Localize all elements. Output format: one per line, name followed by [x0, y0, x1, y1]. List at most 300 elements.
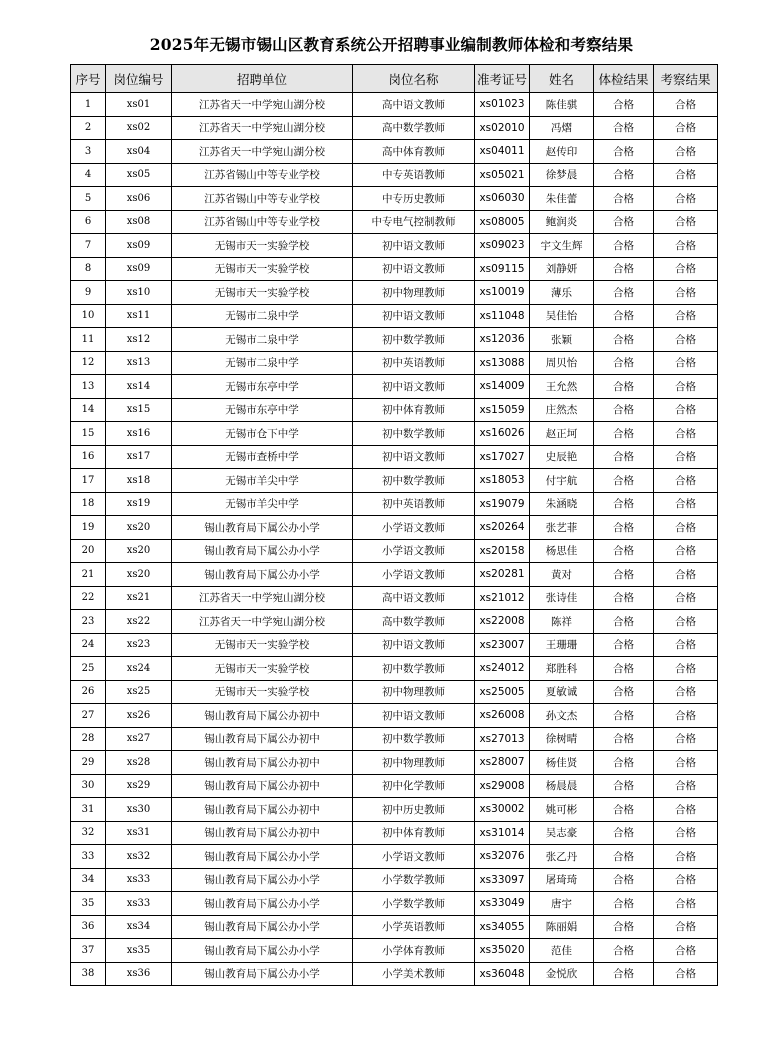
- cell-medical-result: 合格: [594, 469, 654, 493]
- cell-inspection-result: 合格: [654, 328, 718, 352]
- cell-name: 唐宇: [530, 892, 594, 916]
- cell-exam-no: xs20281: [475, 563, 530, 587]
- cell-seq: 32: [71, 821, 106, 845]
- cell-exam-no: xs31014: [475, 821, 530, 845]
- cell-exam-no: xs10019: [475, 281, 530, 305]
- cell-medical-result: 合格: [594, 422, 654, 446]
- cell-employer: 无锡市天一实验学校: [172, 633, 353, 657]
- cell-medical-result: 合格: [594, 939, 654, 963]
- cell-medical-result: 合格: [594, 210, 654, 234]
- cell-inspection-result: 合格: [654, 939, 718, 963]
- cell-medical-result: 合格: [594, 962, 654, 986]
- cell-name: 张颖: [530, 328, 594, 352]
- table-row: [71, 774, 718, 798]
- cell-post-name: 高中语文教师: [353, 93, 475, 117]
- table-body: [71, 93, 718, 986]
- cell-seq: 14: [71, 398, 106, 422]
- cell-employer: 锡山教育局下属公办小学: [172, 915, 353, 939]
- cell-name: 徐树晴: [530, 727, 594, 751]
- cell-name: 吴佳怡: [530, 304, 594, 328]
- cell-exam-no: xs32076: [475, 845, 530, 869]
- cell-exam-no: xs29008: [475, 774, 530, 798]
- header-medical-result: 体检结果: [594, 65, 654, 93]
- cell-inspection-result: 合格: [654, 657, 718, 681]
- cell-medical-result: 合格: [594, 892, 654, 916]
- cell-post-name: 初中英语教师: [353, 492, 475, 516]
- cell-seq: 8: [71, 257, 106, 281]
- cell-post-name: 中专英语教师: [353, 163, 475, 187]
- cell-post-name: 初中化学教师: [353, 774, 475, 798]
- cell-medical-result: 合格: [594, 798, 654, 822]
- cell-post-code: xs20: [106, 516, 172, 540]
- cell-post-name: 初中体育教师: [353, 398, 475, 422]
- header-post-name: 岗位名称: [353, 65, 475, 93]
- cell-seq: 33: [71, 845, 106, 869]
- cell-seq: 9: [71, 281, 106, 305]
- cell-employer: 江苏省天一中学宛山湖分校: [172, 93, 353, 117]
- table-row: [71, 798, 718, 822]
- cell-medical-result: 合格: [594, 704, 654, 728]
- cell-post-code: xs04: [106, 140, 172, 164]
- table-row: [71, 868, 718, 892]
- cell-inspection-result: 合格: [654, 821, 718, 845]
- table-row: [71, 140, 718, 164]
- cell-inspection-result: 合格: [654, 610, 718, 634]
- cell-post-code: xs31: [106, 821, 172, 845]
- table-row: [71, 939, 718, 963]
- cell-employer: 无锡市仓下中学: [172, 422, 353, 446]
- cell-post-code: xs08: [106, 210, 172, 234]
- table-row: [71, 445, 718, 469]
- cell-medical-result: 合格: [594, 140, 654, 164]
- cell-name: 史辰艳: [530, 445, 594, 469]
- cell-inspection-result: 合格: [654, 445, 718, 469]
- cell-employer: 无锡市羊尖中学: [172, 492, 353, 516]
- cell-name: 王允然: [530, 375, 594, 399]
- cell-inspection-result: 合格: [654, 892, 718, 916]
- cell-seq: 7: [71, 234, 106, 258]
- cell-seq: 26: [71, 680, 106, 704]
- table-row: [71, 163, 718, 187]
- cell-post-name: 初中物理教师: [353, 281, 475, 305]
- cell-post-code: xs09: [106, 257, 172, 281]
- cell-inspection-result: 合格: [654, 304, 718, 328]
- cell-post-name: 初中数学教师: [353, 469, 475, 493]
- cell-exam-no: xs20158: [475, 539, 530, 563]
- cell-post-name: 小学语文教师: [353, 845, 475, 869]
- cell-medical-result: 合格: [594, 375, 654, 399]
- cell-exam-no: xs16026: [475, 422, 530, 446]
- cell-exam-no: xs12036: [475, 328, 530, 352]
- cell-seq: 5: [71, 187, 106, 211]
- cell-inspection-result: 合格: [654, 163, 718, 187]
- cell-inspection-result: 合格: [654, 281, 718, 305]
- table-row: [71, 469, 718, 493]
- cell-post-name: 初中数学教师: [353, 657, 475, 681]
- cell-name: 姚可彬: [530, 798, 594, 822]
- cell-post-code: xs26: [106, 704, 172, 728]
- cell-name: 庄然杰: [530, 398, 594, 422]
- cell-seq: 3: [71, 140, 106, 164]
- cell-employer: 江苏省锡山中等专业学校: [172, 187, 353, 211]
- cell-seq: 12: [71, 351, 106, 375]
- cell-medical-result: 合格: [594, 116, 654, 140]
- cell-name: 范佳: [530, 939, 594, 963]
- cell-exam-no: xs33049: [475, 892, 530, 916]
- cell-post-code: xs20: [106, 539, 172, 563]
- cell-employer: 无锡市天一实验学校: [172, 281, 353, 305]
- cell-post-name: 小学语文教师: [353, 539, 475, 563]
- cell-name: 张艺菲: [530, 516, 594, 540]
- cell-post-name: 高中数学教师: [353, 610, 475, 634]
- cell-exam-no: xs22008: [475, 610, 530, 634]
- cell-medical-result: 合格: [594, 234, 654, 258]
- cell-medical-result: 合格: [594, 657, 654, 681]
- cell-employer: 江苏省天一中学宛山湖分校: [172, 586, 353, 610]
- cell-post-code: xs36: [106, 962, 172, 986]
- cell-exam-no: xs25005: [475, 680, 530, 704]
- cell-inspection-result: 合格: [654, 915, 718, 939]
- cell-inspection-result: 合格: [654, 93, 718, 117]
- cell-post-code: xs24: [106, 657, 172, 681]
- cell-name: 薄乐: [530, 281, 594, 305]
- cell-employer: 锡山教育局下属公办小学: [172, 939, 353, 963]
- cell-employer: 无锡市二泉中学: [172, 351, 353, 375]
- table-header-row: [71, 65, 718, 93]
- cell-employer: 锡山教育局下属公办小学: [172, 563, 353, 587]
- table-row: [71, 845, 718, 869]
- cell-inspection-result: 合格: [654, 492, 718, 516]
- cell-inspection-result: 合格: [654, 187, 718, 211]
- cell-exam-no: xs24012: [475, 657, 530, 681]
- cell-exam-no: xs09115: [475, 257, 530, 281]
- cell-post-name: 初中语文教师: [353, 633, 475, 657]
- table-row: [71, 210, 718, 234]
- cell-inspection-result: 合格: [654, 586, 718, 610]
- cell-name: 孙文杰: [530, 704, 594, 728]
- cell-exam-no: xs08005: [475, 210, 530, 234]
- cell-name: 黄对: [530, 563, 594, 587]
- cell-employer: 锡山教育局下属公办小学: [172, 845, 353, 869]
- cell-employer: 江苏省锡山中等专业学校: [172, 210, 353, 234]
- cell-post-code: xs22: [106, 610, 172, 634]
- cell-post-code: xs28: [106, 751, 172, 775]
- cell-inspection-result: 合格: [654, 727, 718, 751]
- cell-seq: 4: [71, 163, 106, 187]
- cell-employer: 锡山教育局下属公办小学: [172, 516, 353, 540]
- cell-exam-no: xs28007: [475, 751, 530, 775]
- cell-post-name: 高中数学教师: [353, 116, 475, 140]
- cell-inspection-result: 合格: [654, 140, 718, 164]
- cell-employer: 无锡市东亭中学: [172, 398, 353, 422]
- cell-medical-result: 合格: [594, 351, 654, 375]
- cell-medical-result: 合格: [594, 727, 654, 751]
- cell-medical-result: 合格: [594, 751, 654, 775]
- cell-employer: 无锡市东亭中学: [172, 375, 353, 399]
- cell-medical-result: 合格: [594, 445, 654, 469]
- cell-name: 郑胜科: [530, 657, 594, 681]
- cell-employer: 江苏省天一中学宛山湖分校: [172, 610, 353, 634]
- cell-inspection-result: 合格: [654, 422, 718, 446]
- cell-employer: 江苏省天一中学宛山湖分校: [172, 116, 353, 140]
- cell-exam-no: xs36048: [475, 962, 530, 986]
- cell-name: 陈佳骐: [530, 93, 594, 117]
- cell-post-code: xs09: [106, 234, 172, 258]
- cell-medical-result: 合格: [594, 539, 654, 563]
- cell-post-code: xs02: [106, 116, 172, 140]
- cell-seq: 24: [71, 633, 106, 657]
- cell-inspection-result: 合格: [654, 680, 718, 704]
- cell-inspection-result: 合格: [654, 845, 718, 869]
- cell-post-name: 初中历史教师: [353, 798, 475, 822]
- cell-exam-no: xs33097: [475, 868, 530, 892]
- cell-seq: 19: [71, 516, 106, 540]
- cell-exam-no: xs21012: [475, 586, 530, 610]
- cell-post-code: xs33: [106, 892, 172, 916]
- cell-name: 金悦欣: [530, 962, 594, 986]
- table-row: [71, 751, 718, 775]
- cell-seq: 17: [71, 469, 106, 493]
- cell-medical-result: 合格: [594, 610, 654, 634]
- table-row: [71, 563, 718, 587]
- cell-name: 陈祥: [530, 610, 594, 634]
- header-employer: 招聘单位: [172, 65, 353, 93]
- cell-post-code: xs16: [106, 422, 172, 446]
- cell-seq: 15: [71, 422, 106, 446]
- cell-post-name: 小学语文教师: [353, 563, 475, 587]
- cell-inspection-result: 合格: [654, 234, 718, 258]
- cell-seq: 11: [71, 328, 106, 352]
- cell-exam-no: xs02010: [475, 116, 530, 140]
- cell-name: 吴志豪: [530, 821, 594, 845]
- table-row: [71, 962, 718, 986]
- cell-name: 杨佳贤: [530, 751, 594, 775]
- cell-seq: 35: [71, 892, 106, 916]
- cell-seq: 37: [71, 939, 106, 963]
- cell-seq: 20: [71, 539, 106, 563]
- cell-inspection-result: 合格: [654, 398, 718, 422]
- cell-post-name: 初中数学教师: [353, 422, 475, 446]
- cell-seq: 25: [71, 657, 106, 681]
- cell-post-code: xs06: [106, 187, 172, 211]
- cell-employer: 无锡市二泉中学: [172, 328, 353, 352]
- table-row: [71, 351, 718, 375]
- header-inspection-result: 考察结果: [654, 65, 718, 93]
- cell-post-code: xs33: [106, 868, 172, 892]
- cell-post-name: 小学数学教师: [353, 892, 475, 916]
- cell-inspection-result: 合格: [654, 351, 718, 375]
- cell-post-name: 中专历史教师: [353, 187, 475, 211]
- cell-exam-no: xs01023: [475, 93, 530, 117]
- cell-employer: 无锡市天一实验学校: [172, 657, 353, 681]
- cell-employer: 无锡市查桥中学: [172, 445, 353, 469]
- cell-medical-result: 合格: [594, 93, 654, 117]
- cell-name: 陈丽娟: [530, 915, 594, 939]
- cell-name: 张诗佳: [530, 586, 594, 610]
- cell-seq: 1: [71, 93, 106, 117]
- cell-post-name: 小学美术教师: [353, 962, 475, 986]
- cell-post-code: xs05: [106, 163, 172, 187]
- cell-inspection-result: 合格: [654, 539, 718, 563]
- cell-medical-result: 合格: [594, 163, 654, 187]
- cell-exam-no: xs23007: [475, 633, 530, 657]
- cell-post-name: 初中语文教师: [353, 445, 475, 469]
- cell-post-code: xs20: [106, 563, 172, 587]
- cell-employer: 江苏省天一中学宛山湖分校: [172, 140, 353, 164]
- cell-seq: 18: [71, 492, 106, 516]
- cell-medical-result: 合格: [594, 516, 654, 540]
- header-exam-no: 准考证号: [475, 65, 530, 93]
- cell-exam-no: xs27013: [475, 727, 530, 751]
- table-row: [71, 586, 718, 610]
- cell-medical-result: 合格: [594, 304, 654, 328]
- cell-post-name: 初中物理教师: [353, 751, 475, 775]
- cell-inspection-result: 合格: [654, 257, 718, 281]
- table-row: [71, 539, 718, 563]
- cell-name: 杨晨晨: [530, 774, 594, 798]
- cell-inspection-result: 合格: [654, 210, 718, 234]
- cell-seq: 28: [71, 727, 106, 751]
- header-post-code: 岗位编号: [106, 65, 172, 93]
- cell-medical-result: 合格: [594, 586, 654, 610]
- cell-name: 张乙丹: [530, 845, 594, 869]
- table-row: [71, 187, 718, 211]
- cell-post-name: 初中语文教师: [353, 375, 475, 399]
- cell-post-name: 高中语文教师: [353, 586, 475, 610]
- cell-employer: 无锡市天一实验学校: [172, 234, 353, 258]
- table-row: [71, 821, 718, 845]
- cell-post-code: xs19: [106, 492, 172, 516]
- cell-post-code: xs32: [106, 845, 172, 869]
- cell-medical-result: 合格: [594, 492, 654, 516]
- cell-post-code: xs35: [106, 939, 172, 963]
- cell-post-name: 初中物理教师: [353, 680, 475, 704]
- cell-medical-result: 合格: [594, 821, 654, 845]
- cell-exam-no: xs14009: [475, 375, 530, 399]
- cell-post-code: xs01: [106, 93, 172, 117]
- cell-post-name: 高中体育教师: [353, 140, 475, 164]
- cell-name: 赵正坷: [530, 422, 594, 446]
- header-name: 姓名: [530, 65, 594, 93]
- cell-seq: 10: [71, 304, 106, 328]
- table-row: [71, 93, 718, 117]
- cell-medical-result: 合格: [594, 398, 654, 422]
- cell-post-code: xs12: [106, 328, 172, 352]
- cell-exam-no: xs13088: [475, 351, 530, 375]
- cell-employer: 锡山教育局下属公办小学: [172, 539, 353, 563]
- cell-post-name: 小学体育教师: [353, 939, 475, 963]
- cell-exam-no: xs05021: [475, 163, 530, 187]
- cell-name: 宇文生辉: [530, 234, 594, 258]
- table-row: [71, 398, 718, 422]
- cell-employer: 锡山教育局下属公办初中: [172, 751, 353, 775]
- cell-inspection-result: 合格: [654, 633, 718, 657]
- table-row: [71, 727, 718, 751]
- table-row: [71, 657, 718, 681]
- cell-exam-no: xs06030: [475, 187, 530, 211]
- cell-post-code: xs27: [106, 727, 172, 751]
- table-row: [71, 492, 718, 516]
- cell-post-code: xs14: [106, 375, 172, 399]
- table-row: [71, 633, 718, 657]
- cell-name: 刘静妍: [530, 257, 594, 281]
- header-seq: 序号: [71, 65, 106, 93]
- cell-medical-result: 合格: [594, 257, 654, 281]
- cell-employer: 锡山教育局下属公办小学: [172, 892, 353, 916]
- cell-name: 屠琦琦: [530, 868, 594, 892]
- cell-employer: 江苏省锡山中等专业学校: [172, 163, 353, 187]
- cell-post-code: xs10: [106, 281, 172, 305]
- cell-exam-no: xs26008: [475, 704, 530, 728]
- table-row: [71, 281, 718, 305]
- cell-name: 赵传印: [530, 140, 594, 164]
- cell-medical-result: 合格: [594, 563, 654, 587]
- cell-exam-no: xs34055: [475, 915, 530, 939]
- cell-post-name: 初中数学教师: [353, 328, 475, 352]
- cell-employer: 锡山教育局下属公办初中: [172, 727, 353, 751]
- cell-seq: 34: [71, 868, 106, 892]
- cell-exam-no: xs17027: [475, 445, 530, 469]
- cell-post-code: xs29: [106, 774, 172, 798]
- table-row: [71, 116, 718, 140]
- cell-post-code: xs25: [106, 680, 172, 704]
- cell-inspection-result: 合格: [654, 516, 718, 540]
- cell-inspection-result: 合格: [654, 563, 718, 587]
- cell-medical-result: 合格: [594, 281, 654, 305]
- cell-exam-no: xs20264: [475, 516, 530, 540]
- cell-inspection-result: 合格: [654, 704, 718, 728]
- cell-seq: 22: [71, 586, 106, 610]
- cell-inspection-result: 合格: [654, 375, 718, 399]
- cell-name: 付宇航: [530, 469, 594, 493]
- cell-employer: 锡山教育局下属公办小学: [172, 962, 353, 986]
- cell-inspection-result: 合格: [654, 116, 718, 140]
- table-row: [71, 328, 718, 352]
- table-row: [71, 680, 718, 704]
- cell-name: 夏敏诚: [530, 680, 594, 704]
- cell-medical-result: 合格: [594, 633, 654, 657]
- cell-seq: 31: [71, 798, 106, 822]
- cell-name: 周贝怡: [530, 351, 594, 375]
- cell-seq: 21: [71, 563, 106, 587]
- cell-post-name: 初中英语教师: [353, 351, 475, 375]
- cell-employer: 无锡市天一实验学校: [172, 257, 353, 281]
- cell-employer: 无锡市羊尖中学: [172, 469, 353, 493]
- results-table: [70, 64, 718, 986]
- cell-post-code: xs13: [106, 351, 172, 375]
- cell-post-code: xs34: [106, 915, 172, 939]
- cell-inspection-result: 合格: [654, 774, 718, 798]
- table-row: [71, 375, 718, 399]
- cell-name: 王珊珊: [530, 633, 594, 657]
- cell-name: 杨思佳: [530, 539, 594, 563]
- cell-seq: 27: [71, 704, 106, 728]
- table-row: [71, 257, 718, 281]
- cell-post-code: xs18: [106, 469, 172, 493]
- cell-seq: 36: [71, 915, 106, 939]
- cell-exam-no: xs35020: [475, 939, 530, 963]
- cell-employer: 锡山教育局下属公办初中: [172, 821, 353, 845]
- cell-seq: 13: [71, 375, 106, 399]
- cell-medical-result: 合格: [594, 845, 654, 869]
- cell-employer: 无锡市天一实验学校: [172, 680, 353, 704]
- table-row: [71, 516, 718, 540]
- page-title: 2025年无锡市锡山区教育系统公开招聘事业编制教师体检和考察结果: [149, 35, 634, 54]
- cell-medical-result: 合格: [594, 328, 654, 352]
- cell-employer: 无锡市二泉中学: [172, 304, 353, 328]
- cell-name: 鲍润炎: [530, 210, 594, 234]
- cell-post-name: 小学英语教师: [353, 915, 475, 939]
